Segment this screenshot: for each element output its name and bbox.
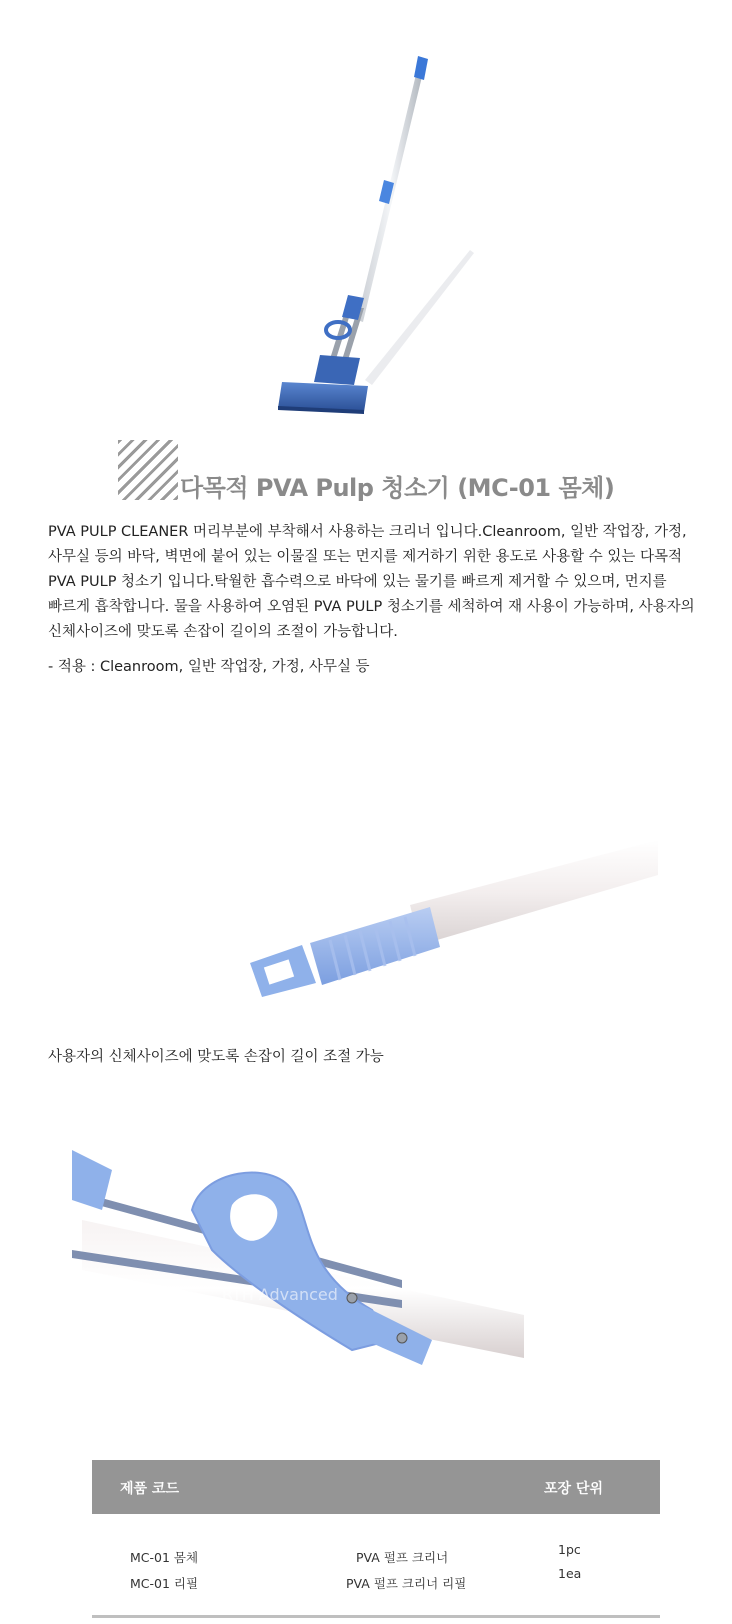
row-1-code: MC-01 몸체 bbox=[130, 1550, 199, 1565]
header-product-code: 제품 코드 bbox=[120, 1481, 179, 1497]
handle-grip-image bbox=[240, 835, 660, 1000]
row-2-code: MC-01 리필 bbox=[130, 1576, 199, 1591]
row-1-unit: 1pc bbox=[558, 1542, 581, 1557]
row-2-name: PVA 펄프 크리너 리필 bbox=[346, 1576, 467, 1591]
table-header bbox=[92, 1460, 660, 1514]
page-title: 다목적 PVA Pulp 청소기 (MC-01 몸체) bbox=[180, 474, 615, 502]
handle-caption: 사용자의 신체사이즈에 맞도록 손잡이 길이 조절 가능 bbox=[48, 1049, 384, 1065]
row-1-name: PVA 펄프 크리너 bbox=[356, 1550, 449, 1565]
mop-product-image bbox=[260, 40, 490, 420]
handle-bracket-image bbox=[72, 1150, 524, 1365]
table-body bbox=[92, 1514, 660, 1618]
header-package-unit: 포장 단위 bbox=[544, 1481, 603, 1497]
application-note: - 적용 : Cleanroom, 일반 작업장, 가정, 사무실 등 bbox=[48, 659, 370, 675]
product-table bbox=[92, 1460, 660, 1618]
row-2-unit: 1ea bbox=[558, 1566, 582, 1581]
product-description: PVA PULP CLEANER 머리부분에 부착해서 사용하는 크리너 입니다.Cleanroom, 일반 작업장, 가정, 사무실 등의 바닥, 벽면에 붙어 있는 이물질 또는 먼지를 제거하기 위한 용도로 사용할 수 있는 다목적 PVA PULP 청소기 입니다.탁월한 흡수력으로 바닥에 있는 물기를 빠르게 제거할 수 있으며, 먼지를 빠르게 흡착합니다. 물을 사용하여 오염된 PVA PULP 청소기를 세척하여 재 사용이 가능하며, 사용자의 신체사이즈에 맞도록 손잡이 길이의 조절이 가능합니다. bbox=[48, 524, 695, 640]
table-bottom-divider bbox=[92, 1615, 660, 1618]
title-hatch-decoration bbox=[118, 440, 178, 500]
watermark-text: RTH Advanced bbox=[222, 1285, 338, 1304]
